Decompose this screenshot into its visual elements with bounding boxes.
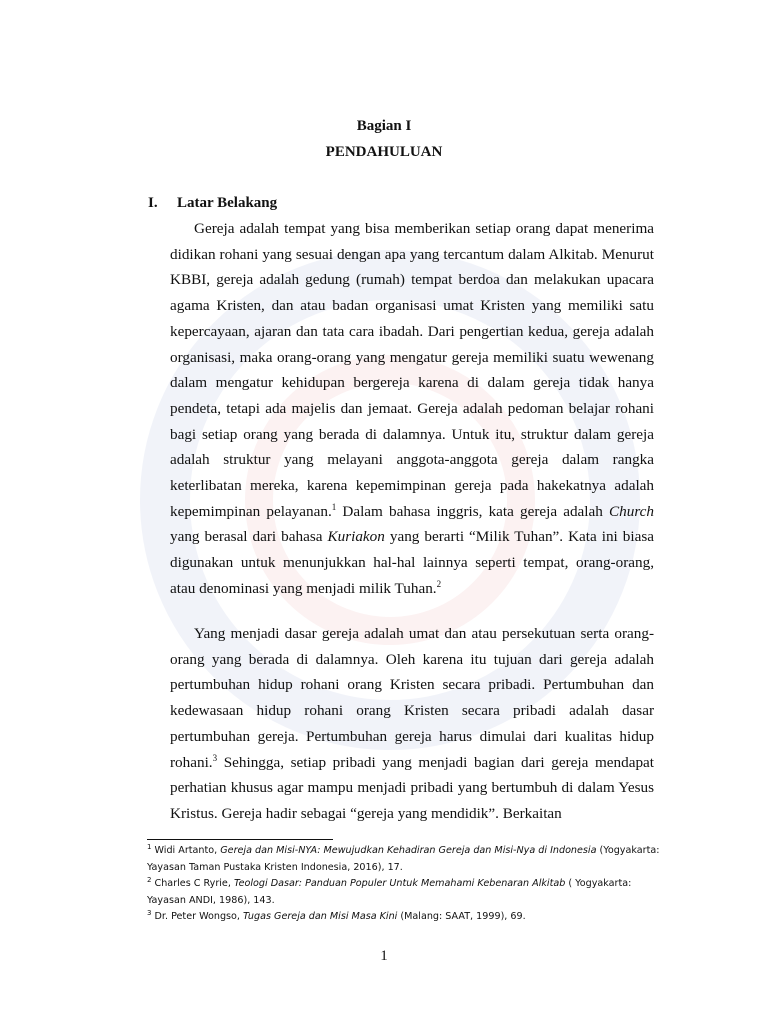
- footnote-number: 1: [147, 842, 152, 851]
- italic-term: Kuriakon: [327, 528, 385, 546]
- footnote-publication: ( Yogyakarta: Yayasan ANDI, 1986), 143.: [147, 878, 632, 906]
- paragraph-latar-belakang: [170, 216, 654, 602]
- footnote-title: Gereja dan Misi-NYA: Mewujudkan Kehadiran Gereja dan Misi-Nya di Indonesia: [220, 845, 597, 856]
- section-number: I.: [148, 195, 158, 211]
- footnote-author: Widi Artanto,: [154, 845, 221, 856]
- footnote-number: 3: [147, 908, 152, 917]
- page-number: 1: [380, 948, 388, 964]
- footnote-number: 2: [147, 875, 152, 884]
- section-title: Latar Belakang: [177, 195, 278, 211]
- chapter-label: Bagian I: [356, 118, 412, 134]
- paragraph-text: Gereja adalah tempat yang bisa memberikan setiap orang dapat menerima didikan rohani yang sesuai dengan apa yang tercantum dalam Alkitab. Menurut KBBI, gereja adalah gedung (rumah) tempat berdoa dan melakukan upacara agama Kristen, dan atau badan organisasi umat Kristen yang memiliki satu kepercayaan, ajaran dan tata cara ibadah. Dari pengertian kedua, gereja adalah organisasi, maka orang-orang yang mengatur gereja memiliki suatu wewenang dalam mengatur kehidupan bergereja karena di dalam gereja tidak hanya pendeta, tetapi ada majelis dan jemaat. Gereja adalah pedoman belajar rohani bagi setiap orang yang berada di dalamnya. Untuk itu, struktur dalam gereja adalah struktur yang melayani anggota-anggota gereja dalam rangka keterlibatan mereka, karena kepemimpinan gereja pada hakekatnya adalah kepemimpinan pelayanan.: [170, 220, 654, 520]
- footnote-title: Teologi Dasar: Panduan Populer Untuk Memahami Kebenaran Alkitab: [233, 878, 566, 889]
- footnote-separator: [147, 839, 333, 840]
- footnote-publication: (Yogyakarta: Yayasan Taman Pustaka Kristen Indonesia, 2016), 17.: [147, 845, 660, 873]
- footnote: [147, 843, 667, 876]
- footnote-ref: 1: [331, 501, 337, 512]
- paragraph-dasar-gereja: [170, 621, 654, 827]
- footnote-ref: 2: [436, 578, 442, 589]
- paragraph-text: Yang menjadi dasar gereja adalah umat dan atau persekutuan serta orang-orang yang berada di dalamnya. Oleh karena itu tujuan dari gereja adalah pertumbuhan hidup rohani orang Kristen secara pribadi. Pertumbuhan dan kedewasaan hidup rohani orang Kristen secara pribadi adalah dasar pertumbuhan gereja. Pertumbuhan gereja harus dimulai dari kualitas hidup rohani.: [170, 625, 654, 771]
- paragraph-text: Dalam bahasa inggris, kata gereja adalah: [336, 502, 609, 520]
- footnote: [147, 876, 667, 909]
- footnotes: [147, 843, 667, 926]
- footnote-author: Dr. Peter Wongso,: [154, 911, 244, 922]
- footnote: [147, 909, 667, 926]
- paragraph-text: Sehingga, setiap pribadi yang menjadi bagian dari gereja mendapat perhatian khusus agar mampu menjadi pribadi yang bertumbuh di dalam Yesus Kristus. Gereja hadir sebagai “gereja yang mendidik”. Berkaitan: [170, 753, 654, 822]
- footnote-ref: 3: [212, 752, 218, 763]
- italic-term: Church: [609, 502, 654, 520]
- chapter-title: PENDAHULUAN: [325, 144, 443, 160]
- footnote-title: Tugas Gereja dan Misi Masa Kini: [243, 911, 398, 922]
- footnote-author: Charles C Ryrie,: [154, 878, 234, 889]
- paragraph-text: yang berarti “Milik Tuhan”. Kata ini biasa digunakan untuk menunjukkan hal-hal lainnya seperti tempat, orang-orang, atau denominasi yang menjadi milik Tuhan.: [170, 528, 654, 597]
- footnote-publication: (Malang: SAAT, 1999), 69.: [397, 911, 526, 922]
- paragraph-text: yang berasal dari bahasa: [170, 528, 328, 546]
